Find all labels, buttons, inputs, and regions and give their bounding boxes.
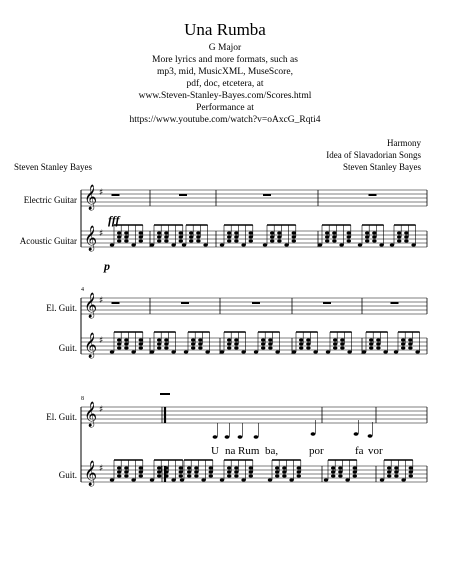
note-head — [196, 235, 200, 238]
note-head — [234, 338, 238, 341]
melody-note — [238, 435, 243, 439]
note-head — [325, 235, 329, 238]
note-head — [372, 239, 376, 242]
note-head — [404, 239, 408, 242]
note-head — [372, 235, 376, 238]
lyric-syllable: vor — [368, 445, 383, 457]
melody-note — [354, 432, 359, 436]
note-head — [139, 338, 143, 341]
subtitle-performance: Performance at — [196, 103, 254, 113]
note-head — [179, 239, 183, 242]
note-head — [270, 239, 274, 242]
treble-clef: 𝄞 — [84, 333, 98, 358]
note-head — [331, 474, 335, 477]
note-head — [171, 478, 175, 481]
note-head — [227, 470, 231, 473]
note-head — [277, 239, 281, 242]
note-head — [387, 474, 391, 477]
note-head — [394, 474, 398, 477]
composer: Steven Stanley Bayes — [14, 162, 92, 172]
note-head — [139, 474, 143, 477]
whole-rest — [179, 194, 187, 196]
note-head — [390, 243, 394, 246]
note-head — [297, 470, 301, 473]
note-head — [179, 466, 183, 469]
note-head — [268, 478, 272, 481]
note-head — [347, 231, 351, 234]
note-head — [117, 470, 121, 473]
note-head — [397, 231, 401, 234]
note-head — [333, 342, 337, 345]
note-head — [331, 470, 335, 473]
note-head — [234, 474, 238, 477]
note-head — [227, 231, 231, 234]
note-head — [131, 350, 135, 353]
note-head — [332, 235, 336, 238]
note-head — [234, 231, 238, 234]
note-head — [292, 235, 296, 238]
note-head — [164, 239, 168, 242]
note-head — [194, 470, 198, 473]
note-head — [196, 231, 200, 234]
note-head — [124, 231, 128, 234]
treble-clef: 𝄞 — [84, 461, 98, 486]
treble-clef: 𝄞 — [84, 185, 98, 210]
key-signature-sharp: ♯ — [99, 296, 104, 306]
note-head — [261, 342, 265, 345]
note-head — [332, 239, 336, 242]
note-head — [306, 338, 310, 341]
note-head — [164, 466, 168, 469]
note-head — [180, 478, 184, 481]
note-head — [372, 231, 376, 234]
note-head — [379, 243, 383, 246]
note-head — [117, 474, 121, 477]
note-head — [275, 466, 279, 469]
note-head — [131, 478, 135, 481]
note-head — [164, 346, 168, 349]
note-head — [284, 243, 288, 246]
note-head — [376, 338, 380, 341]
note-head — [157, 239, 161, 242]
note-head — [277, 231, 281, 234]
note-head — [353, 474, 357, 477]
note-head — [289, 478, 293, 481]
note-head — [227, 346, 231, 349]
note-head — [227, 342, 231, 345]
lyric-syllable: Rum — [238, 445, 260, 457]
system-3-instrument-1: El. Guit. — [46, 412, 77, 422]
note-head — [110, 350, 114, 353]
note-head — [110, 478, 114, 481]
note-head — [241, 478, 245, 481]
melody-note — [368, 434, 373, 438]
note-head — [124, 239, 128, 242]
note-head — [387, 470, 391, 473]
dynamic-marking: fff — [108, 213, 120, 227]
note-head — [179, 470, 183, 473]
note-head — [401, 338, 405, 341]
note-head — [275, 350, 279, 353]
note-head — [409, 466, 413, 469]
note-head — [117, 231, 121, 234]
note-head — [249, 470, 253, 473]
note-head — [338, 466, 342, 469]
treble-clef: 𝄞 — [84, 402, 98, 427]
note-head — [324, 478, 328, 481]
note-head — [394, 350, 398, 353]
whole-rest — [112, 194, 120, 196]
note-head — [187, 474, 191, 477]
credit-idea: Idea of Slavadorian Songs — [326, 150, 421, 160]
note-head — [189, 231, 193, 234]
note-head — [220, 478, 224, 481]
note-head — [249, 235, 253, 238]
note-head — [297, 474, 301, 477]
note-head — [194, 474, 198, 477]
treble-clef: 𝄞 — [84, 226, 98, 251]
note-head — [139, 235, 143, 238]
whole-rest — [112, 302, 120, 304]
key-signature-sharp: ♯ — [99, 188, 104, 198]
note-head — [292, 350, 296, 353]
note-head — [376, 342, 380, 345]
score-title: Una Rumba — [184, 20, 266, 39]
note-head — [220, 243, 224, 246]
note-head — [340, 342, 344, 345]
note-head — [117, 342, 121, 345]
note-head — [191, 342, 195, 345]
note-head — [124, 235, 128, 238]
note-head — [191, 338, 195, 341]
subtitle-website: www.Steven-Stanley-Bayes.com/Scores.html — [138, 91, 312, 101]
note-head — [299, 342, 303, 345]
note-head — [171, 350, 175, 353]
note-head — [198, 338, 202, 341]
note-head — [157, 346, 161, 349]
note-head — [124, 346, 128, 349]
note-head — [401, 342, 405, 345]
note-head — [194, 466, 198, 469]
note-head — [209, 470, 213, 473]
note-head — [157, 474, 161, 477]
note-head — [227, 235, 231, 238]
whole-rest — [181, 302, 189, 304]
note-head — [117, 466, 121, 469]
subtitle-line-3: mp3, mid, MusicXML, MuseScore, — [157, 67, 293, 77]
subtitle-line-4: pdf, doc, etcetera, at — [186, 79, 264, 89]
credit-arranger: Steven Stanley Bayes — [343, 162, 421, 172]
note-head — [333, 346, 337, 349]
note-head — [205, 350, 209, 353]
note-head — [150, 350, 154, 353]
key-signature-sharp: ♯ — [99, 229, 104, 239]
note-head — [124, 342, 128, 345]
note-head — [277, 235, 281, 238]
note-head — [261, 338, 265, 341]
treble-clef: 𝄞 — [84, 293, 98, 318]
note-head — [203, 243, 207, 246]
note-head — [157, 470, 161, 473]
whole-rest — [263, 194, 271, 196]
note-head — [401, 346, 405, 349]
key-signature-sharp: ♯ — [99, 405, 104, 415]
note-head — [179, 231, 183, 234]
note-head — [150, 243, 154, 246]
subtitle-youtube-link: https://www.youtube.com/watch?v=oAxcG_Rqti4 — [129, 115, 321, 125]
note-head — [380, 478, 384, 481]
note-head — [306, 346, 310, 349]
measure-number: 8 — [81, 396, 84, 402]
note-head — [268, 346, 272, 349]
note-head — [340, 346, 344, 349]
note-head — [292, 231, 296, 234]
note-head — [297, 466, 301, 469]
note-head — [353, 470, 357, 473]
note-head — [117, 235, 121, 238]
note-head — [409, 470, 413, 473]
note-head — [164, 235, 168, 238]
whole-rest — [160, 393, 170, 395]
note-head — [124, 470, 128, 473]
credit-harmony: Harmony — [387, 138, 421, 148]
note-head — [164, 231, 168, 234]
note-head — [241, 243, 245, 246]
note-head — [227, 474, 231, 477]
note-head — [227, 338, 231, 341]
note-head — [150, 478, 154, 481]
note-head — [234, 239, 238, 242]
note-head — [139, 346, 143, 349]
note-head — [263, 243, 267, 246]
note-head — [408, 342, 412, 345]
note-head — [261, 346, 265, 349]
melody-note — [254, 435, 259, 439]
note-head — [157, 466, 161, 469]
system-1-instrument-2: Acoustic Guitar — [19, 236, 77, 246]
note-head — [191, 346, 195, 349]
note-head — [282, 474, 286, 477]
system-1-instrument-1: Electric Guitar — [23, 195, 77, 205]
note-head — [189, 239, 193, 242]
note-head — [189, 235, 193, 238]
note-head — [124, 466, 128, 469]
system-3-instrument-2: Guit. — [58, 470, 77, 480]
note-head — [275, 470, 279, 473]
whole-rest — [369, 194, 377, 196]
note-head — [187, 470, 191, 473]
note-head — [164, 342, 168, 345]
note-head — [415, 350, 419, 353]
note-head — [331, 466, 335, 469]
note-head — [157, 338, 161, 341]
note-head — [157, 231, 161, 234]
note-head — [292, 239, 296, 242]
note-head — [282, 470, 286, 473]
melody-note — [311, 432, 316, 436]
note-head — [209, 466, 213, 469]
note-head — [241, 350, 245, 353]
note-head — [270, 231, 274, 234]
note-head — [332, 231, 336, 234]
note-head — [139, 342, 143, 345]
note-head — [254, 350, 258, 353]
note-head — [249, 466, 253, 469]
lyric-syllable: U — [211, 445, 219, 457]
measure-number: 4 — [81, 287, 84, 293]
note-head — [157, 235, 161, 238]
note-head — [325, 231, 329, 234]
note-head — [227, 466, 231, 469]
note-head — [139, 470, 143, 473]
note-head — [394, 466, 398, 469]
note-head — [171, 243, 175, 246]
lyric-syllable: fa — [355, 445, 364, 457]
note-head — [365, 235, 369, 238]
note-head — [306, 342, 310, 345]
note-head — [268, 342, 272, 345]
note-head — [387, 466, 391, 469]
note-head — [358, 243, 362, 246]
note-head — [409, 474, 413, 477]
note-head — [234, 470, 238, 473]
note-head — [345, 478, 349, 481]
note-head — [326, 350, 330, 353]
note-head — [198, 346, 202, 349]
subtitle-key: G Major — [208, 43, 242, 53]
note-head — [249, 239, 253, 242]
note-head — [268, 338, 272, 341]
note-head — [227, 239, 231, 242]
note-head — [164, 338, 168, 341]
note-head — [365, 239, 369, 242]
note-head — [117, 346, 121, 349]
note-head — [184, 350, 188, 353]
note-head — [369, 342, 373, 345]
note-head — [201, 478, 205, 481]
note-head — [299, 338, 303, 341]
note-head — [234, 235, 238, 238]
note-head — [313, 350, 317, 353]
whole-rest — [391, 302, 399, 304]
note-head — [234, 346, 238, 349]
whole-rest — [323, 302, 331, 304]
note-head — [408, 338, 412, 341]
note-head — [347, 350, 351, 353]
note-head — [209, 474, 213, 477]
note-head — [299, 346, 303, 349]
note-head — [347, 235, 351, 238]
note-head — [110, 243, 114, 246]
lyric-syllable: na — [225, 445, 236, 457]
note-head — [220, 350, 224, 353]
note-head — [196, 239, 200, 242]
note-head — [117, 239, 121, 242]
note-head — [376, 346, 380, 349]
note-head — [333, 338, 337, 341]
note-head — [394, 470, 398, 473]
note-head — [369, 346, 373, 349]
note-head — [347, 239, 351, 242]
note-head — [397, 239, 401, 242]
note-head — [164, 470, 168, 473]
note-head — [179, 235, 183, 238]
note-head — [164, 474, 168, 477]
lyric-syllable: ba, — [265, 445, 279, 457]
note-head — [187, 466, 191, 469]
note-head — [139, 231, 143, 234]
key-signature-sharp: ♯ — [99, 464, 104, 474]
note-head — [397, 235, 401, 238]
note-head — [139, 239, 143, 242]
note-head — [338, 470, 342, 473]
note-head — [411, 243, 415, 246]
note-head — [365, 231, 369, 234]
note-head — [383, 350, 387, 353]
melody-note — [225, 435, 230, 439]
note-head — [401, 478, 405, 481]
note-head — [353, 466, 357, 469]
lyric-syllable: por — [309, 445, 324, 457]
note-head — [362, 350, 366, 353]
note-head — [249, 474, 253, 477]
note-head — [275, 474, 279, 477]
note-head — [408, 346, 412, 349]
note-head — [139, 466, 143, 469]
note-head — [182, 243, 186, 246]
note-head — [318, 243, 322, 246]
note-head — [369, 338, 373, 341]
key-signature-sharp: ♯ — [99, 336, 104, 346]
note-head — [131, 243, 135, 246]
note-head — [282, 466, 286, 469]
dynamic-marking: p — [104, 259, 110, 273]
note-head — [325, 239, 329, 242]
note-head — [198, 342, 202, 345]
note-head — [249, 231, 253, 234]
note-head — [117, 338, 121, 341]
note-head — [124, 474, 128, 477]
whole-rest — [252, 302, 260, 304]
note-head — [404, 231, 408, 234]
note-head — [340, 338, 344, 341]
note-head — [404, 235, 408, 238]
system-2-instrument-2: Guit. — [58, 343, 77, 353]
note-head — [234, 342, 238, 345]
note-head — [179, 474, 183, 477]
system-2-instrument-1: El. Guit. — [46, 303, 77, 313]
note-head — [338, 474, 342, 477]
note-head — [124, 338, 128, 341]
note-head — [339, 243, 343, 246]
subtitle-line-2: More lyrics and more formats, such as — [152, 55, 298, 65]
note-head — [270, 235, 274, 238]
note-head — [234, 466, 238, 469]
note-head — [157, 342, 161, 345]
melody-note — [213, 435, 218, 439]
